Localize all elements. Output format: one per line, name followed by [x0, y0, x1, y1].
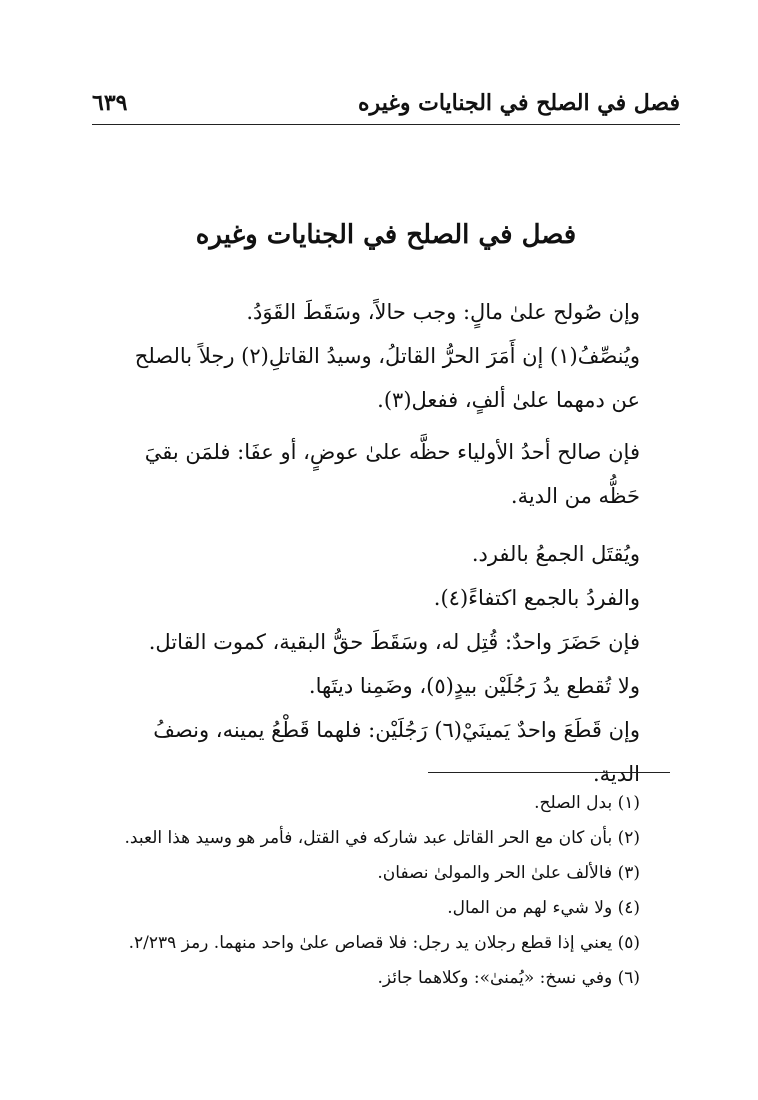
chapter-title: فصل في الصلح في الجنايات وغيره	[195, 220, 577, 250]
footnote: (٥) يعني إذا قطع رجلان يد رجل: فلا قصاص علىٰ واحد منهما. رمز ٢/٢٣٩.	[128, 933, 640, 953]
paragraph: فإن صالح أحدُ الأولياء حظَّه علىٰ عوضٍ، أو عفَا: فلمَن بقيَ حَظُّه من الدية.	[144, 440, 640, 508]
footnote: (٤) ولا شيء لهم من المال.	[447, 898, 640, 918]
paragraph: وإن قَطَعَ واحدٌ يَمينَيْ(٦) رَجُلَيْن: فلهما قَطْعُ يمينه، ونصفُ الدية.	[153, 718, 640, 786]
paragraph: ولا تُقطع يدُ رَجُلَيْن بيدٍ(٥)، وضَمِنا ديتَها.	[308, 674, 640, 698]
main-text	[120, 290, 640, 796]
footnote: (٢) بأن كان مع الحر القاتل عبد شاركه في القتل، فأمر هو وسيد هذا العبد.	[124, 828, 640, 848]
paragraph: فإن حَضَرَ واحدٌ: قُتِل له، وسَقَطَ حقُّ البقية، كموت القاتل.	[148, 630, 640, 654]
paragraph: والفردُ بالجمع اكتفاءً(٤).	[433, 586, 640, 610]
footnote-divider	[428, 772, 670, 773]
footnotes	[80, 786, 640, 996]
page-header	[92, 84, 680, 125]
paragraph: ويُنصِّفُ(١) إن أَمَرَ الحرُّ القاتلُ، وسيدُ القاتلِ(٢) رجلاً بالصلح عن دمهما علىٰ ألفٍ، ففعل(٣).	[134, 344, 640, 412]
paragraph: وإن صُولح علىٰ مالٍ: وجب حالاً، وسَقَطَ القَوَدُ.	[246, 300, 640, 324]
footnote: (٣) فالألف علىٰ الحر والمولىٰ نصفان.	[377, 863, 640, 883]
footnote: (١) بدل الصلح.	[534, 793, 640, 813]
footnote: (٦) وفي نسخ: «يُمنىٰ»: وكلاهما جائز.	[377, 968, 640, 988]
paragraph: ويُقتَل الجمعُ بالفرد.	[471, 542, 640, 566]
page-number: ٦٣٩	[92, 90, 128, 116]
running-title: فصل في الصلح في الجنايات وغيره	[358, 90, 680, 116]
